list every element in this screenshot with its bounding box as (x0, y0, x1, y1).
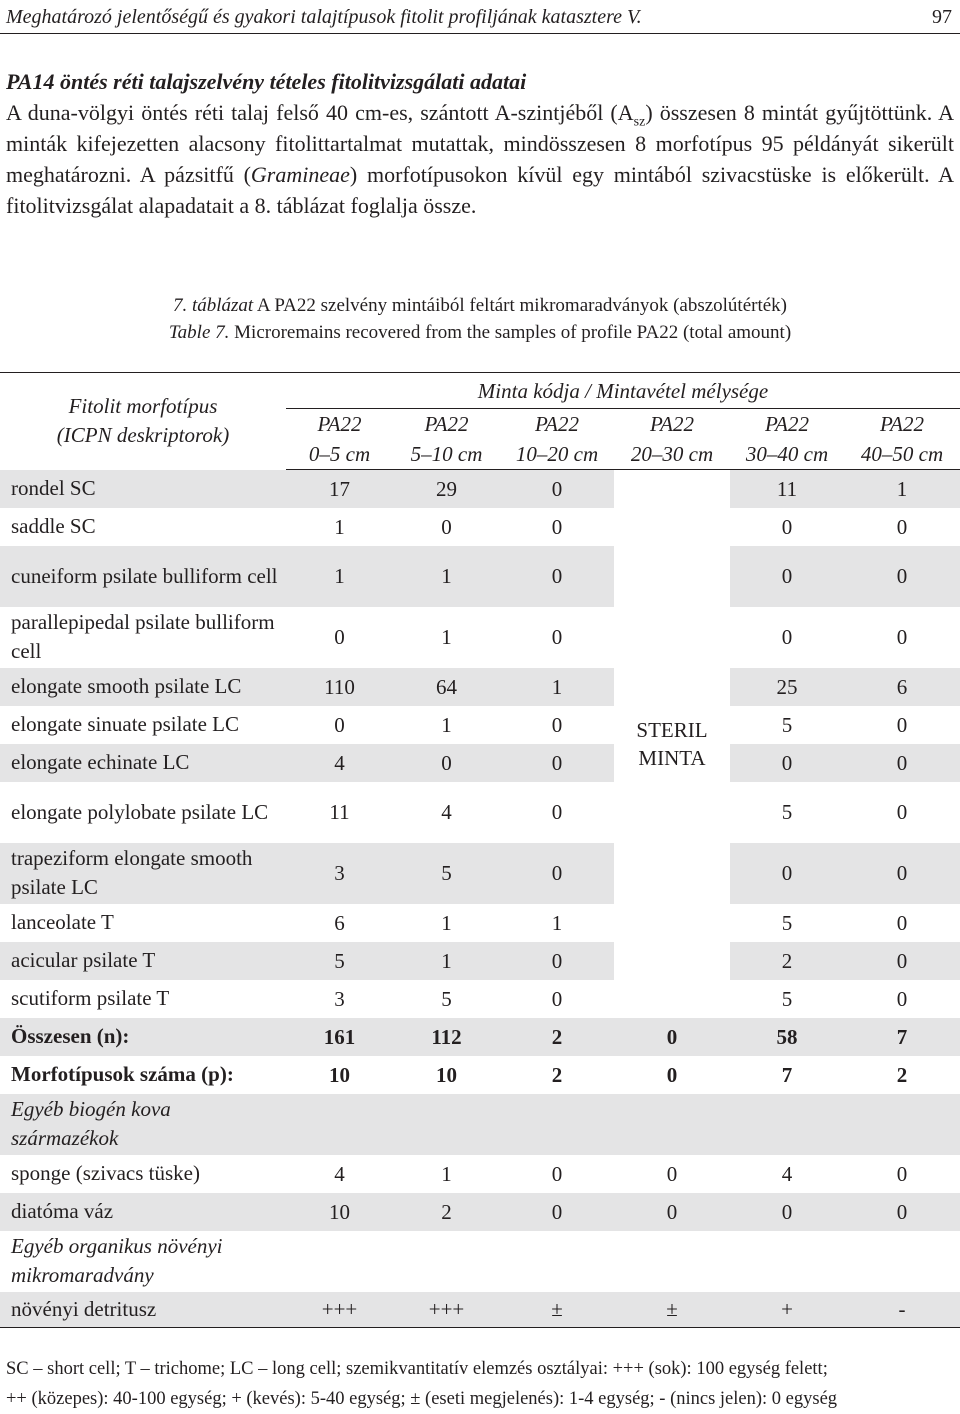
caption-en-text: Microremains recovered from the samples of profile PA22 (total amount) (229, 322, 792, 343)
table-cell: 11 (730, 470, 844, 508)
table-cell: 0 (730, 546, 844, 607)
table-cell: 6 (334, 910, 345, 935)
table-cell: 1 (844, 470, 960, 508)
table-row (0, 744, 960, 782)
header-col-1: PA22 0–5 cm (286, 409, 393, 470)
table-cell: 5 (781, 800, 793, 824)
table-cell: 0 (500, 843, 614, 904)
table-row (0, 980, 960, 1018)
table-cell: 0 (781, 625, 793, 649)
table-cell: 0 (896, 986, 908, 1011)
table-cell: 0 (614, 1193, 730, 1231)
total-row (0, 1018, 960, 1056)
table-cell: 1 (393, 546, 500, 607)
table-cell: 0 (844, 546, 960, 607)
row-label: elongate echinate LC (0, 744, 286, 782)
row-label: Morfotípusok száma (p): (11, 1062, 234, 1086)
row-label: Egyéb biogén kova származékok (0, 1094, 286, 1155)
paragraph-text-1: A duna-völgyi öntés réti talaj felső 40 cm-es, szántott A-szintjéből (A (6, 100, 634, 125)
footnote-line2: ++ (közepes): 40-100 egység; + (kevés): 5-40 egység; ± (eseti megjelenés): 1-4 egység; - (nincs jelen): 0 egység (6, 1389, 838, 1409)
row-label: lanceolate T (11, 910, 114, 934)
table-cell: 0 (551, 986, 563, 1011)
row-label: scutiform psilate T (11, 986, 170, 1010)
table-cell: 25 (730, 668, 844, 706)
row-label: rondel SC (0, 470, 286, 508)
table-caption (0, 292, 960, 346)
table-cell: +++ (393, 1292, 500, 1328)
table-cell: 4 (441, 800, 452, 824)
running-head-title: Meghatározó jelentőségű és gyakori talajtípusok fitolit profiljának katasztere V. (6, 6, 642, 28)
table-cell: 58 (730, 1018, 844, 1056)
table-cell: 1 (441, 1161, 452, 1186)
microremains-table (0, 372, 960, 1328)
table-cell: 1 (393, 942, 500, 980)
table-cell: 11 (329, 800, 350, 824)
table-row (0, 508, 960, 546)
table-cell: 17 (286, 470, 393, 508)
table-cell: 29 (393, 470, 500, 508)
table-cell: 0 (551, 514, 563, 539)
table-cell: 64 (393, 668, 500, 706)
header-morphotype-line1: Fitolit morfotípus (68, 394, 218, 419)
table-footnote (6, 1354, 956, 1414)
table-cell: 0 (844, 744, 960, 782)
row-label: elongate smooth psilate LC (0, 668, 286, 706)
paragraph-italic-taxon: Gramineae (250, 162, 350, 187)
table-cell: 10 (286, 1193, 393, 1231)
header-morphotype-line2: (ICPN deskriptorok) (56, 423, 230, 448)
table-cell: 0 (666, 1062, 678, 1087)
table-cell: ± (614, 1292, 730, 1328)
steril-line1: STERIL (636, 717, 708, 742)
table-cell: 2 (500, 1018, 614, 1056)
row-label: acicular psilate T (0, 942, 286, 980)
table-cell: 0 (393, 744, 500, 782)
page-number: 97 (932, 6, 952, 28)
table-row (0, 706, 960, 744)
row-label: növényi detritusz (0, 1292, 286, 1328)
table-cell: 0 (500, 546, 614, 607)
table-cell: 0 (500, 470, 614, 508)
row-label: saddle SC (11, 514, 96, 538)
table-cell: +++ (286, 1292, 393, 1328)
detritus-row (0, 1292, 960, 1328)
caption-hu (0, 292, 960, 319)
header-col-5: PA22 30–40 cm (730, 409, 844, 470)
table-cell: 2 (896, 1062, 908, 1087)
table-cell: 0 (441, 514, 452, 539)
table-cell: 3 (286, 843, 393, 904)
sponge-row (0, 1155, 960, 1193)
table-cell: 0 (730, 843, 844, 904)
table-cell: 0 (334, 625, 345, 649)
section-title: PA14 öntés réti talajszelvény tételes fitolitvizsgálati adatai (6, 69, 527, 94)
row-label: trapeziform elongate smooth psilate LC (0, 843, 286, 904)
table-cell: 1 (441, 625, 452, 649)
row-label: Összesen (n): (0, 1018, 286, 1056)
table-cell: 4 (781, 1161, 793, 1186)
table-cell: 0 (730, 1193, 844, 1231)
steril-sample-cell (614, 470, 730, 1018)
table-cell: 1 (286, 546, 393, 607)
row-label: elongate sinuate psilate LC (11, 712, 240, 736)
table-cell: 0 (781, 514, 793, 539)
table-row (0, 904, 960, 942)
table-cell: 10 (436, 1062, 457, 1087)
table-row (0, 546, 960, 607)
table-row (0, 470, 960, 508)
table-cell: 0 (896, 514, 908, 539)
paragraph-text-3: ) morfotípusokon kívül egy mintából szivacstüske is előkerült. A fitolitvizsgálat alapadatait a 8. táblázat foglalja össze. (6, 162, 954, 218)
row-label: sponge (szivacs tüske) (11, 1161, 200, 1185)
table-cell: 5 (781, 986, 793, 1011)
table-cell: + (730, 1292, 844, 1328)
table-cell: 0 (614, 1018, 730, 1056)
table-cell: 7 (844, 1018, 960, 1056)
table-cell: ± (500, 1292, 614, 1328)
table-cell: 0 (844, 843, 960, 904)
table-cell: 4 (334, 1161, 345, 1186)
table-cell: 0 (551, 625, 563, 649)
table-cell: 161 (286, 1018, 393, 1056)
table-cell: 0 (334, 712, 345, 737)
table-cell: 0 (896, 712, 908, 737)
table-cell: 0 (551, 800, 563, 824)
other-biogenic-row (0, 1094, 960, 1155)
article-section (6, 66, 954, 221)
table-cell: 0 (844, 1193, 960, 1231)
table-cell: 110 (286, 668, 393, 706)
table-cell: 1 (500, 668, 614, 706)
table-cell: 1 (551, 910, 563, 935)
table-row (0, 942, 960, 980)
row-label: parallepipedal psilate bulliform cell (11, 610, 275, 663)
table-cell: 6 (844, 668, 960, 706)
caption-en-label: Table 7. (168, 322, 230, 343)
header-col-4: PA22 20–30 cm (614, 409, 730, 470)
table-cell: 0 (551, 712, 563, 737)
table-cell: 5 (781, 910, 793, 935)
table-cell: 0 (730, 744, 844, 782)
table-cell: - (844, 1292, 960, 1328)
row-label: diatóma váz (0, 1193, 286, 1231)
header-col-3: PA22 10–20 cm (500, 409, 614, 470)
header-sample-group: Minta kódja / Mintavétel mélysége (286, 373, 960, 409)
header-row-group (0, 373, 960, 409)
table-cell: 0 (896, 1161, 908, 1186)
table-row (0, 668, 960, 706)
morphotype-count-row (0, 1056, 960, 1094)
table-cell: 7 (781, 1062, 793, 1087)
paragraph-text-2: ) összesen 8 mintát gyűjtöttünk. A minták kifejezetten alacsony fitolittartalmat mutattak, mindösszesen 8 morfotípus 95 példányát sikerült meghatározni. A pázsitfű ( (6, 100, 954, 187)
table-cell: 5 (286, 942, 393, 980)
caption-hu-label: 7. táblázat (172, 295, 254, 316)
footnote-line1: SC – short cell; T – trichome; LC – long cell; szemikvantitatív elemzés osztályai: +++ (sok): 100 egység felett; (6, 1359, 828, 1379)
row-label: cuneiform psilate bulliform cell (0, 546, 286, 607)
table-row (0, 782, 960, 843)
caption-en (0, 319, 960, 346)
table-cell: 1 (334, 514, 345, 539)
row-label: Egyéb organikus növényi mikromaradvány (11, 1234, 223, 1287)
diatom-row (0, 1193, 960, 1231)
header-morphotype (0, 373, 286, 470)
header-col-2: PA22 5–10 cm (393, 409, 500, 470)
table-cell: 0 (896, 800, 908, 824)
running-head (6, 2, 956, 32)
table-cell: 112 (393, 1018, 500, 1056)
table-cell: 2 (393, 1193, 500, 1231)
table-cell: 5 (781, 712, 793, 737)
table-cell: 0 (551, 1161, 563, 1186)
header-col-6: PA22 40–50 cm (844, 409, 960, 470)
table-cell (286, 1094, 960, 1155)
table-cell: 0 (896, 910, 908, 935)
table-cell: 10 (329, 1062, 350, 1087)
table-cell: 0 (844, 942, 960, 980)
paragraph-subscript: sz (633, 114, 646, 130)
table-cell: 0 (666, 1161, 678, 1186)
other-organic-row (0, 1231, 960, 1292)
section-paragraph (6, 97, 954, 221)
row-label: elongate polylobate psilate LC (11, 799, 269, 824)
table-cell: 0 (896, 625, 908, 649)
table-cell: 1 (441, 910, 452, 935)
table-cell: 3 (334, 986, 345, 1011)
table-cell: 4 (286, 744, 393, 782)
caption-hu-text: A PA22 szelvény mintáiból feltárt mikromaradványok (abszolútérték) (253, 295, 788, 316)
steril-line2: MINTA (638, 745, 706, 770)
table-cell: 2 (551, 1062, 563, 1087)
table-cell: 1 (441, 712, 452, 737)
table-cell: 0 (500, 1193, 614, 1231)
table-cell: 5 (393, 843, 500, 904)
table-cell: 0 (500, 942, 614, 980)
table-row (0, 843, 960, 904)
table-cell: 0 (500, 744, 614, 782)
header-rule (0, 33, 960, 34)
table-cell: 2 (730, 942, 844, 980)
table-cell: 5 (441, 986, 452, 1011)
table-cell (286, 1231, 960, 1292)
table-row (0, 607, 960, 668)
